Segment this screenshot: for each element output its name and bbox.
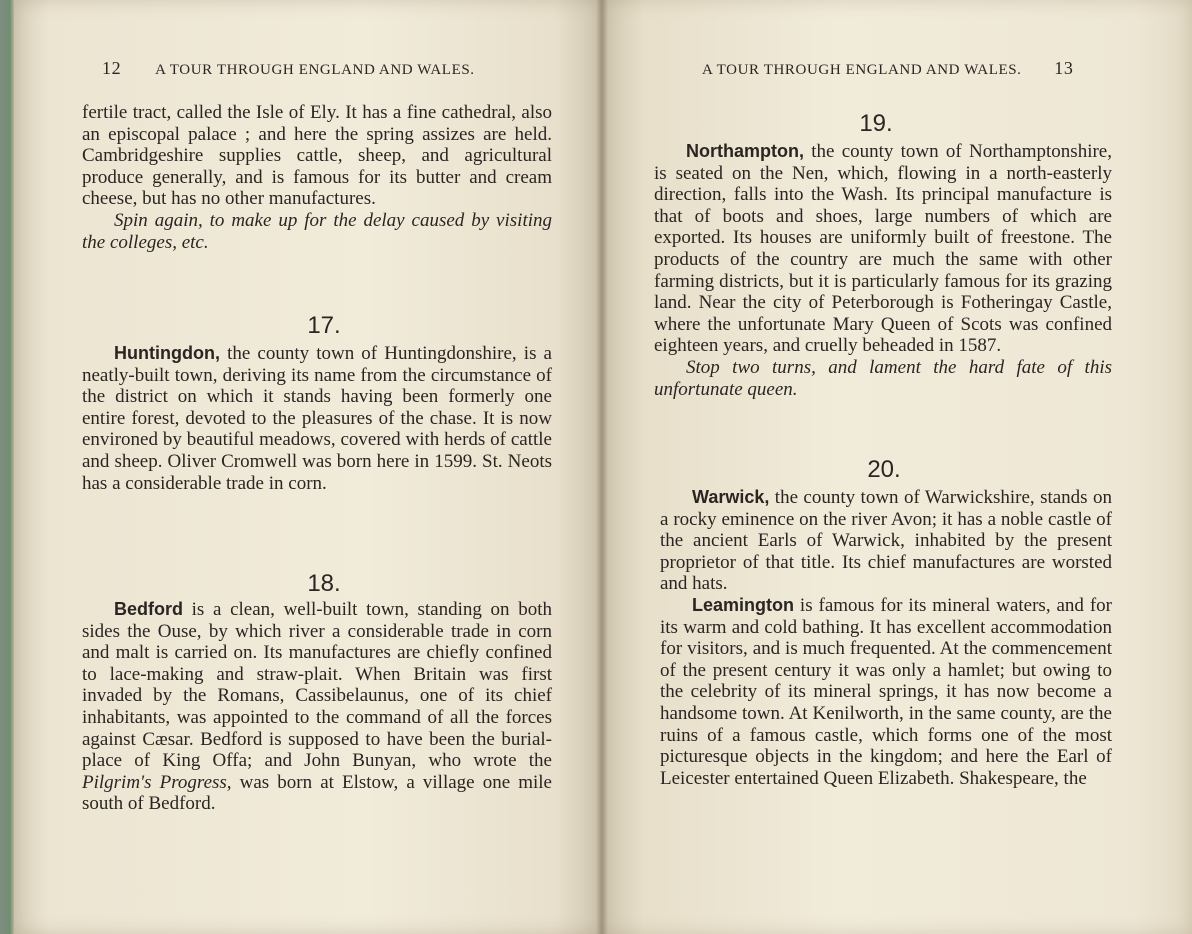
right-folio: 13	[1054, 58, 1074, 78]
section-20-lead: Warwick,	[692, 487, 770, 507]
right-page	[602, 0, 1192, 934]
section-number-18: 18.	[307, 570, 341, 597]
book-gutter	[596, 0, 608, 934]
section-17-text: the county town of Huntingdonshire, is a neatly-built town, deriving its name from the circumstance of the district on which it stands having been formerly one entire forest, devoted to the pleasures of the chase. It is now environed by beautiful meadows, covered with herds of cattle and sheep. Oliver Cromwell was born here in 1599. St. Neots has a considerable trade in corn.	[82, 343, 552, 494]
section-19-block	[654, 141, 1112, 400]
section-20-lead-2: Leamington	[692, 594, 794, 615]
section-number-20: 20.	[867, 456, 901, 483]
section-19-text: the county town of Northamptonshire, is seated on the Nen, which, flowing in a north-easterly direction, falls into the Wash. Its principal manufacture is that of boots and shoes, large numbers of which are exported. Its houses are uniformly built of freestone. The products of the country are much the same with other farming districts, but it is particularly famous for its grazing land. Near the city of Peterborough is Fotheringay Castle, where the unfortunate Mary Queen of Scots was confined eighteen years, and cruelly beheaded in 1587.	[654, 141, 1112, 357]
section-18-italic-title: Pilgrim's Progress,	[82, 771, 232, 793]
left-folio: 12	[102, 58, 122, 78]
section-18-text-a: is a clean, well-built town, standing on both sides the Ouse, by which river a considerable trade in corn and malt is carried on. Its manufactures are chiefly confined to lace-making and straw-plait. When Britain was first invaded by the Romans, Cassibelaunus, one of its chief inhabitants, was appointed to the command of all the forces against Cæsar. Bedford is supposed to have been the burial-place of King Offa; and John Bunyan, who wrote the	[82, 599, 552, 772]
section-17-lead: Huntingdon,	[114, 343, 220, 363]
section-17-paragraph	[82, 343, 552, 494]
left-running-title: A TOUR THROUGH ENGLAND AND WALES.	[155, 62, 475, 78]
section-18-block	[82, 599, 552, 815]
section-number-19: 19.	[859, 110, 893, 137]
section-18-text-b: was born at Elstow, a village one mile south of Bedford.	[82, 771, 552, 815]
section-number-17: 17.	[307, 312, 341, 339]
section-18-lead: Bedford	[114, 599, 183, 619]
continuation-direction: Spin again, to make up for the delay caused by visiting the colleges, etc.	[82, 209, 552, 253]
left-page	[14, 0, 602, 934]
section-19-direction: Stop two turns, and lament the hard fate of this unfortunate queen.	[654, 356, 1112, 400]
right-running-head	[702, 58, 1073, 79]
continuation-paragraph: fertile tract, called the Isle of Ely. It has a fine cathedral, also an episcopal palace ; and here the spring assizes are held. Cambridgeshire supplies cattle, sheep, and agricultural produce generally, and is famous for its butter and cream cheese, but has no other manufactures.	[82, 102, 552, 210]
right-running-title: A TOUR THROUGH ENGLAND AND WALES.	[702, 62, 1022, 78]
section-19-paragraph	[654, 141, 1112, 357]
section-20-leamington-paragraph	[660, 595, 1112, 789]
section-20-text: the county town of Warwickshire, stands on a rocky eminence on the river Avon; it has a noble castle of the ancient Earls of Warwick, inhabited by the present proprietor of that title. Its chief manufactures are worsted and hats.	[660, 487, 1112, 595]
section-19-lead: Northampton,	[686, 141, 804, 161]
section-20-text-2: is famous for its mineral waters, and for its warm and cold bathing. It has excellent accommodation for visitors, and is much frequented. At the commencement of the present century it was only a hamlet; but owing to the celebrity of its mineral springs, it has now become a handsome town. At Kenilworth, in the same county, are the ruins of a famous castle, which forms one of the most picturesque objects in the kingdom; and here the Earl of Leicester entertained Queen Elizabeth. Shakespeare, the	[660, 594, 1112, 789]
section-18-paragraph	[82, 599, 552, 815]
section-17-block	[82, 343, 552, 494]
left-running-head	[102, 58, 475, 79]
section-20-block	[660, 487, 1112, 789]
section-20-warwick-paragraph	[660, 487, 1112, 595]
left-continuation-block	[82, 102, 552, 253]
